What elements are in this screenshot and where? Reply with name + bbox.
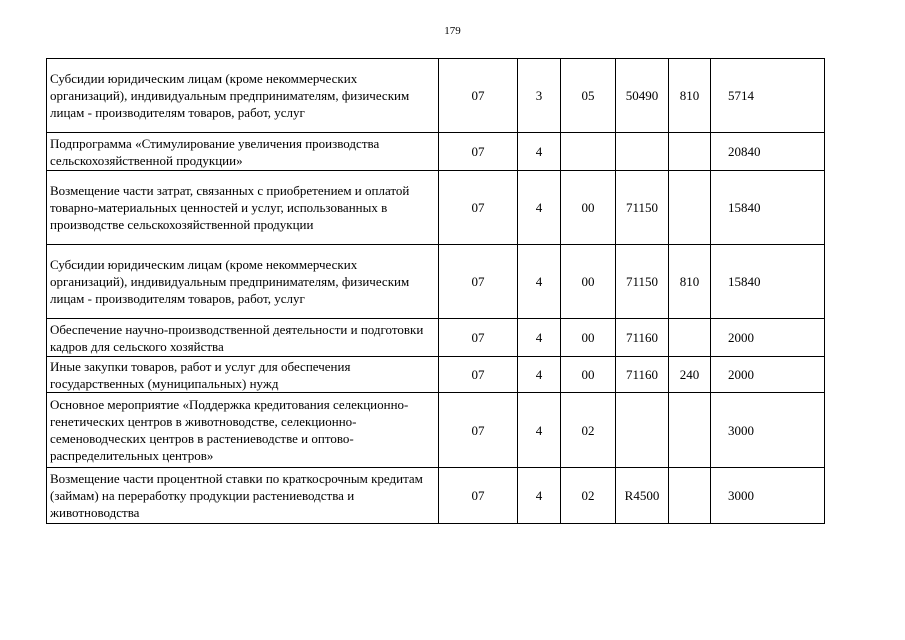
table-row xyxy=(47,357,825,393)
budget-table xyxy=(46,58,825,524)
table-row xyxy=(47,171,825,245)
table-row xyxy=(47,393,825,468)
amount: 20840 xyxy=(711,133,825,171)
item-code: 71150 xyxy=(616,245,669,319)
expense-type-code: 240 xyxy=(669,357,711,393)
subsection-code: 4 xyxy=(518,245,561,319)
program-code: 00 xyxy=(561,245,616,319)
row-description: Возмещение части затрат, связанных с приобретением и оплатой товарно-материальных ценностей и услуг, использованных в производстве сельскохозяйственной продукции xyxy=(47,171,439,245)
expense-type-code xyxy=(669,393,711,468)
section-code: 07 xyxy=(439,171,518,245)
table-row xyxy=(47,468,825,524)
table-row xyxy=(47,319,825,357)
section-code: 07 xyxy=(439,245,518,319)
amount: 15840 xyxy=(711,171,825,245)
amount: 3000 xyxy=(711,393,825,468)
section-code: 07 xyxy=(439,393,518,468)
subsection-code: 4 xyxy=(518,171,561,245)
subsection-code: 4 xyxy=(518,393,561,468)
expense-type-code xyxy=(669,171,711,245)
expense-type-code: 810 xyxy=(669,59,711,133)
amount: 3000 xyxy=(711,468,825,524)
program-code: 02 xyxy=(561,468,616,524)
program-code xyxy=(561,133,616,171)
amount: 15840 xyxy=(711,245,825,319)
expense-type-code: 810 xyxy=(669,245,711,319)
amount: 5714 xyxy=(711,59,825,133)
row-description: Основное мероприятие «Поддержка кредитования селекционно-генетических центров в животноводстве, селекционно-семеноводческих центров в растениеводстве и оптово-распределительных центров» xyxy=(47,393,439,468)
section-code: 07 xyxy=(439,133,518,171)
table-row xyxy=(47,59,825,133)
subsection-code: 4 xyxy=(518,357,561,393)
section-code: 07 xyxy=(439,319,518,357)
item-code: R4500 xyxy=(616,468,669,524)
row-description: Возмещение части процентной ставки по краткосрочным кредитам (займам) на переработку продукции растениеводства и животноводства xyxy=(47,468,439,524)
row-description: Подпрограмма «Стимулирование увеличения производства сельскохозяйственной продукции» xyxy=(47,133,439,171)
subsection-code: 4 xyxy=(518,319,561,357)
table-row xyxy=(47,245,825,319)
program-code: 00 xyxy=(561,171,616,245)
program-code: 02 xyxy=(561,393,616,468)
item-code xyxy=(616,393,669,468)
program-code: 00 xyxy=(561,357,616,393)
amount: 2000 xyxy=(711,319,825,357)
section-code: 07 xyxy=(439,59,518,133)
item-code: 50490 xyxy=(616,59,669,133)
expense-type-code xyxy=(669,468,711,524)
item-code: 71160 xyxy=(616,357,669,393)
program-code: 05 xyxy=(561,59,616,133)
row-description: Иные закупки товаров, работ и услуг для обеспечения государственных (муниципальных) нужд xyxy=(47,357,439,393)
page-number: 179 xyxy=(444,25,461,37)
amount: 2000 xyxy=(711,357,825,393)
item-code: 71160 xyxy=(616,319,669,357)
row-description: Субсидии юридическим лицам (кроме некоммерческих организаций), индивидуальным предпринимателям, физическим лицам - производителям товаров, работ, услуг xyxy=(47,59,439,133)
subsection-code: 4 xyxy=(518,468,561,524)
row-description: Субсидии юридическим лицам (кроме некоммерческих организаций), индивидуальным предпринимателям, физическим лицам - производителям товаров, работ, услуг xyxy=(47,245,439,319)
program-code: 00 xyxy=(561,319,616,357)
item-code xyxy=(616,133,669,171)
table-row xyxy=(47,133,825,171)
subsection-code: 4 xyxy=(518,133,561,171)
expense-type-code xyxy=(669,319,711,357)
section-code: 07 xyxy=(439,468,518,524)
row-description: Обеспечение научно-производственной деятельности и подготовки кадров для сельского хозяйства xyxy=(47,319,439,357)
subsection-code: 3 xyxy=(518,59,561,133)
item-code: 71150 xyxy=(616,171,669,245)
section-code: 07 xyxy=(439,357,518,393)
expense-type-code xyxy=(669,133,711,171)
